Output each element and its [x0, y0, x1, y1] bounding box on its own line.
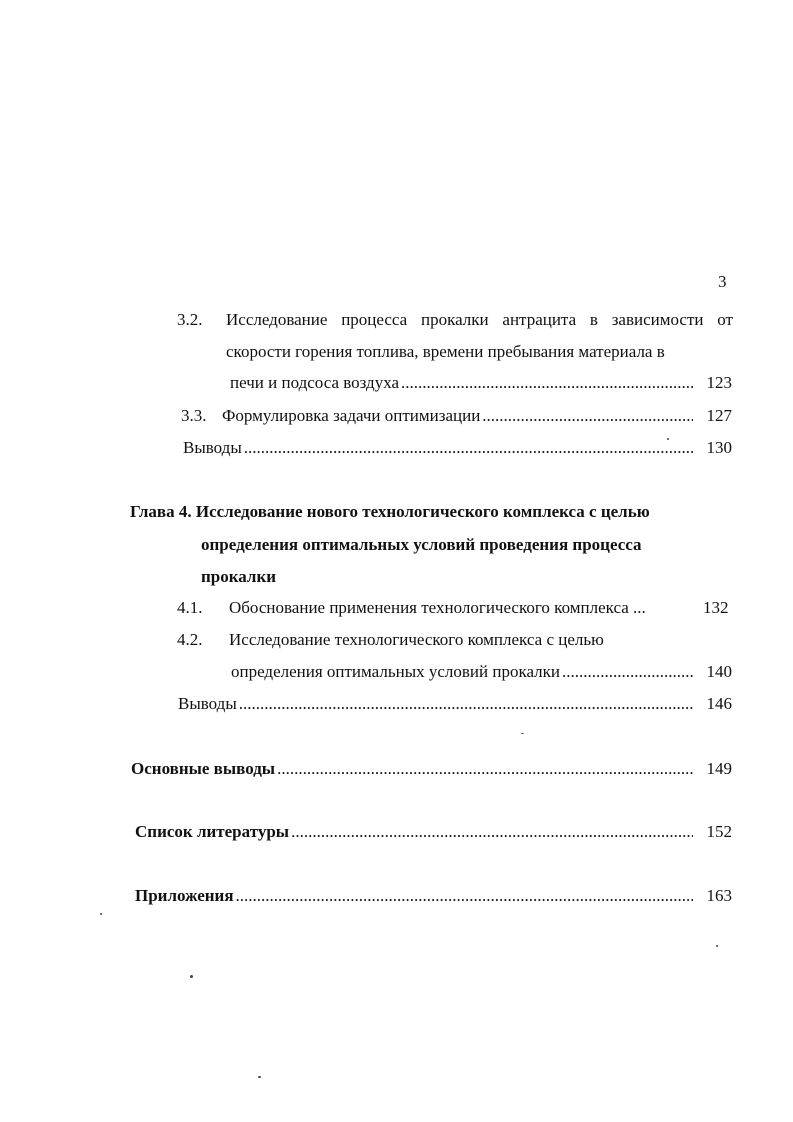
- dot-leader: [236, 885, 693, 907]
- toc-entry-4-1-title: Обоснование применения технологического комплекса ...: [229, 598, 646, 617]
- toc-entry-3-2-line3: [230, 372, 732, 394]
- toc-entry-4-2-number: 4.2.: [177, 630, 203, 649]
- scan-speck: [100, 913, 102, 915]
- dot-leader: [482, 405, 692, 427]
- toc-entry-3-2-page: 123: [706, 373, 732, 392]
- scan-speck: [190, 975, 193, 978]
- chapter-4-heading-line2: определения оптимальных условий проведения процесса: [201, 535, 642, 554]
- toc-entry-ch4-conclusions: [178, 693, 732, 715]
- toc-entry-appendices-title: Приложения: [135, 886, 234, 905]
- toc-entry-3-3-page: 127: [706, 406, 732, 425]
- toc-entry-main-conclusions: [131, 758, 732, 780]
- toc-entry-4-2-line1: Исследование технологического комплекса с целью: [229, 630, 604, 649]
- toc-entry-4-2-line2: [231, 661, 732, 683]
- toc-entry-3-2-number: 3.2.: [177, 310, 203, 329]
- toc-entry-appendices-page: 163: [706, 886, 732, 905]
- toc-entry-ch3-conclusions: [183, 437, 732, 459]
- toc-entry-3-2-line2: скорости горения топлива, времени пребывания материала в: [226, 342, 665, 361]
- scan-speck: [258, 1076, 261, 1078]
- scan-speck: [667, 438, 669, 440]
- toc-entry-3-3-number: 3.3.: [181, 406, 207, 425]
- toc-entry-3-2-line1: Исследование процесса прокалки антрацита в зависимости от: [226, 310, 733, 329]
- toc-entry-main-conclusions-page: 149: [706, 759, 732, 778]
- toc-entry-3-3-title: Формулировка задачи оптимизации: [222, 406, 481, 425]
- toc-entry-4-2-title-end: определения оптимальных условий прокалки: [231, 662, 561, 681]
- toc-entry-references-page: 152: [706, 822, 732, 841]
- dot-leader: [562, 661, 692, 683]
- chapter-4-heading-line3: прокалки: [201, 567, 277, 586]
- scan-speck: [521, 733, 524, 734]
- toc-entry-ch3-conclusions-title: Выводы: [183, 438, 242, 457]
- dot-leader: [401, 372, 692, 394]
- toc-entry-4-1-page: 132: [703, 598, 729, 617]
- scan-speck: [716, 945, 718, 947]
- toc-entry-ch4-conclusions-title: Выводы: [178, 694, 237, 713]
- page-number: 3: [718, 272, 727, 291]
- toc-entry-ch3-conclusions-page: 130: [706, 438, 732, 457]
- toc-entry-ch4-conclusions-page: 146: [706, 694, 732, 713]
- toc-entry-references-title: Список литературы: [135, 822, 290, 841]
- toc-entry-3-2-title-end: печи и подсоса воздуха: [230, 373, 400, 392]
- dot-leader: [291, 821, 692, 843]
- dot-leader: [239, 693, 693, 715]
- dot-leader: [277, 758, 692, 780]
- toc-entry-4-2-page: 140: [706, 662, 732, 681]
- toc-entry-appendices: [135, 885, 732, 907]
- chapter-4-heading-line1: Глава 4. Исследование нового технологического комплекса с целью: [130, 502, 650, 521]
- toc-entry-4-1-number: 4.1.: [177, 598, 203, 617]
- toc-entry-references: [135, 821, 732, 843]
- toc-entry-main-conclusions-title: Основные выводы: [131, 759, 276, 778]
- dot-leader: [244, 437, 693, 459]
- toc-entry-3-3: [222, 405, 732, 427]
